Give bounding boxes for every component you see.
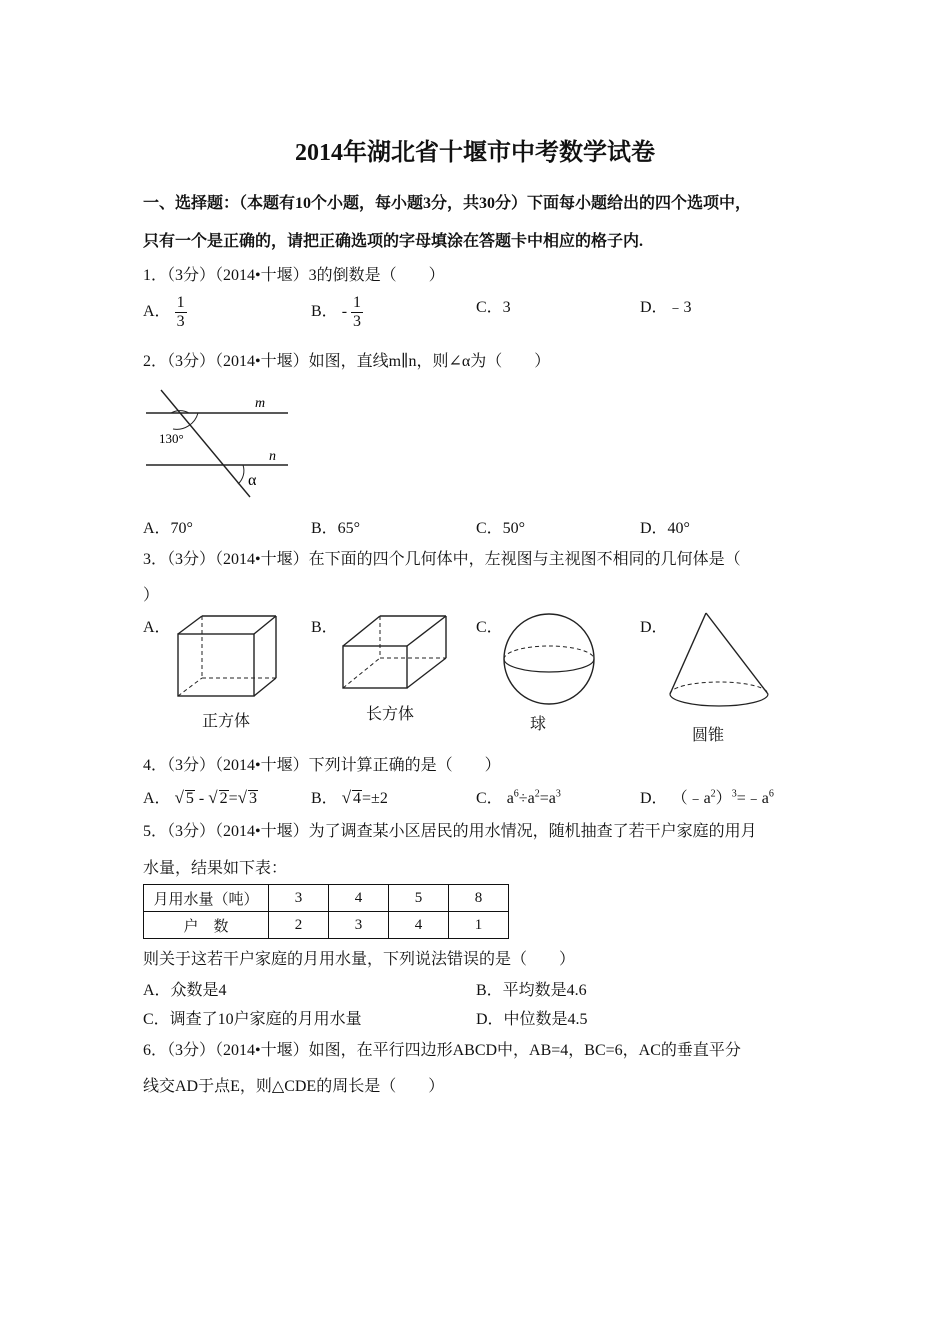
q2-option-c: C．50° [476, 520, 526, 537]
q4-c-eq: =a [539, 790, 556, 807]
q4-d-close: ） [715, 790, 732, 807]
radical-sign-icon: √ [341, 788, 352, 807]
q1-option-b [311, 294, 363, 331]
q4-c-label: C． [476, 790, 503, 807]
table-cell: 4 [329, 885, 389, 912]
q1-a-label: A． [143, 303, 171, 321]
q1-a-fraction [175, 294, 187, 331]
q5-option-c: C．调查了10户家庭的月用水量 [143, 1011, 362, 1028]
sphere-caption: 球 [530, 716, 547, 733]
q3-option-a: A． [143, 619, 171, 636]
q1-option-a [143, 294, 187, 331]
q1-option-c: C．3 [476, 299, 511, 316]
page-title: 2014年湖北省十堰市中考数学试卷 [295, 140, 655, 166]
q4-d-exp-1: 2 [710, 788, 716, 800]
water-usage-table [143, 884, 509, 939]
section-instructions-line1: 一、选择题：（本题有10个小题，每小题3分，共30分）下面每小题给出的四个选项中， [143, 195, 752, 212]
parallel-lines-figure [143, 385, 293, 500]
q3-stem: 3．（3分）（2014•十堰）在下面的四个几何体中，左视图与主视图不相同的几何体是（ [143, 551, 741, 568]
q3-option-c: C． [476, 619, 503, 636]
q4-b-rest: =±2 [362, 790, 388, 807]
radical-sign-icon: √ [208, 788, 218, 807]
q5-option-a: A．众数是4 [143, 982, 227, 999]
table-cell: 4 [389, 912, 449, 939]
q1-b-label: B． [311, 303, 338, 321]
q4-b-label: B． [311, 790, 338, 807]
cube-figure [172, 612, 282, 702]
table-cell: 3 [329, 912, 389, 939]
q1-a-numerator: 1 [176, 294, 185, 311]
section-instructions-line2: 只有一个是正确的，请把正确选项的字母填涂在答题卡中相应的格子内. [143, 233, 644, 250]
q5-option-b: B．平均数是4.6 [476, 982, 587, 999]
label-alpha: α [248, 472, 257, 489]
q4-b-radicand: 4 [353, 790, 362, 807]
q2-option-b: B．65° [311, 520, 361, 537]
q4-stem: 4．（3分）（2014•十堰）下列计算正确的是（ ） [143, 757, 501, 774]
q4-a-radicand-2: 2 [219, 790, 228, 807]
cube-caption: 正方体 [202, 713, 251, 730]
q5-stem-line1: 5．（3分）（2014•十堰）为了调查某小区居民的用水情况，随机抽查了若干户家庭的用月 [143, 823, 757, 840]
table-cell: 8 [449, 885, 509, 912]
cone-caption: 圆锥 [692, 727, 725, 744]
q4-option-d [640, 785, 774, 808]
table-cell: 5 [389, 885, 449, 912]
q4-a-radicand-1: 5 [185, 790, 194, 807]
table-cell: 月用水量（吨） [144, 885, 269, 912]
q4-d-exp-3: 6 [768, 788, 774, 800]
q4-a-minus: - [198, 790, 205, 807]
q2-option-a: A．70° [143, 520, 193, 537]
q4-c-exp-3: 3 [555, 788, 561, 800]
q1-b-numerator: 1 [353, 294, 362, 311]
q6-stem-line1: 6．（3分）（2014•十堰）如图，在平行四边形ABCD中，AB=4，BC=6，AC的垂直平分 [143, 1042, 741, 1059]
table-row [144, 885, 509, 912]
q4-d-open: （﹣a [671, 790, 711, 807]
radical-sign-icon: √ [237, 788, 247, 807]
q1-b-denominator: 3 [353, 313, 362, 330]
angle-130-arc-2 [173, 413, 198, 429]
q1-b-sign: - [341, 303, 348, 321]
q3-option-b: B． [311, 619, 338, 636]
cone-figure [664, 610, 774, 715]
q4-d-label: D． [640, 790, 668, 807]
q5-stem-line2: 水量，结果如下表： [143, 860, 288, 877]
q4-option-a [143, 785, 258, 808]
q4-option-c [476, 785, 561, 808]
q2-option-d: D．40° [640, 520, 690, 537]
q6-stem-line2: 线交AD于点E，则△CDE的周长是（ ） [143, 1078, 445, 1095]
table-cell: 3 [269, 885, 329, 912]
q2-stem: 2．（3分）（2014•十堰）如图，直线m∥n，则∠α为（ ） [143, 353, 551, 370]
cuboid-caption: 长方体 [366, 706, 415, 723]
label-m: m [255, 396, 266, 411]
label-130: 130° [159, 431, 184, 446]
q4-c-exp-1: 6 [513, 788, 519, 800]
q4-a-equals: = [228, 790, 238, 807]
q4-c-base: a [506, 790, 514, 807]
label-n: n [269, 449, 276, 464]
q4-d-exp-2: 3 [731, 788, 737, 800]
q4-a-label: A． [143, 790, 171, 807]
q3-stem-end: ） [143, 587, 160, 604]
q4-option-b [311, 785, 388, 808]
q1-a-denominator: 3 [176, 313, 185, 330]
q4-d-rest: =﹣a [736, 790, 769, 807]
q4-c-exp-2: 2 [534, 788, 540, 800]
radical-sign-icon: √ [174, 788, 184, 807]
q4-a-radicand-3: 3 [248, 790, 257, 807]
table-row [144, 912, 509, 939]
table-cell: 户 数 [144, 912, 269, 939]
q3-option-d: D． [640, 619, 668, 636]
table-cell: 1 [449, 912, 509, 939]
q1-b-fraction [351, 294, 363, 331]
q5-question: 则关于这若干户家庭的月用水量，下列说法错误的是（ ） [143, 951, 576, 968]
q5-option-d: D．中位数是4.5 [476, 1011, 588, 1028]
q4-c-op: ÷a [518, 790, 535, 807]
sphere-figure [500, 610, 600, 710]
table-cell: 2 [269, 912, 329, 939]
q1-option-d: D．﹣3 [640, 299, 692, 316]
q1-stem: 1．（3分）（2014•十堰）3的倒数是（ ） [143, 267, 445, 284]
cuboid-figure [338, 612, 453, 692]
angle-alpha-arc [238, 465, 244, 484]
